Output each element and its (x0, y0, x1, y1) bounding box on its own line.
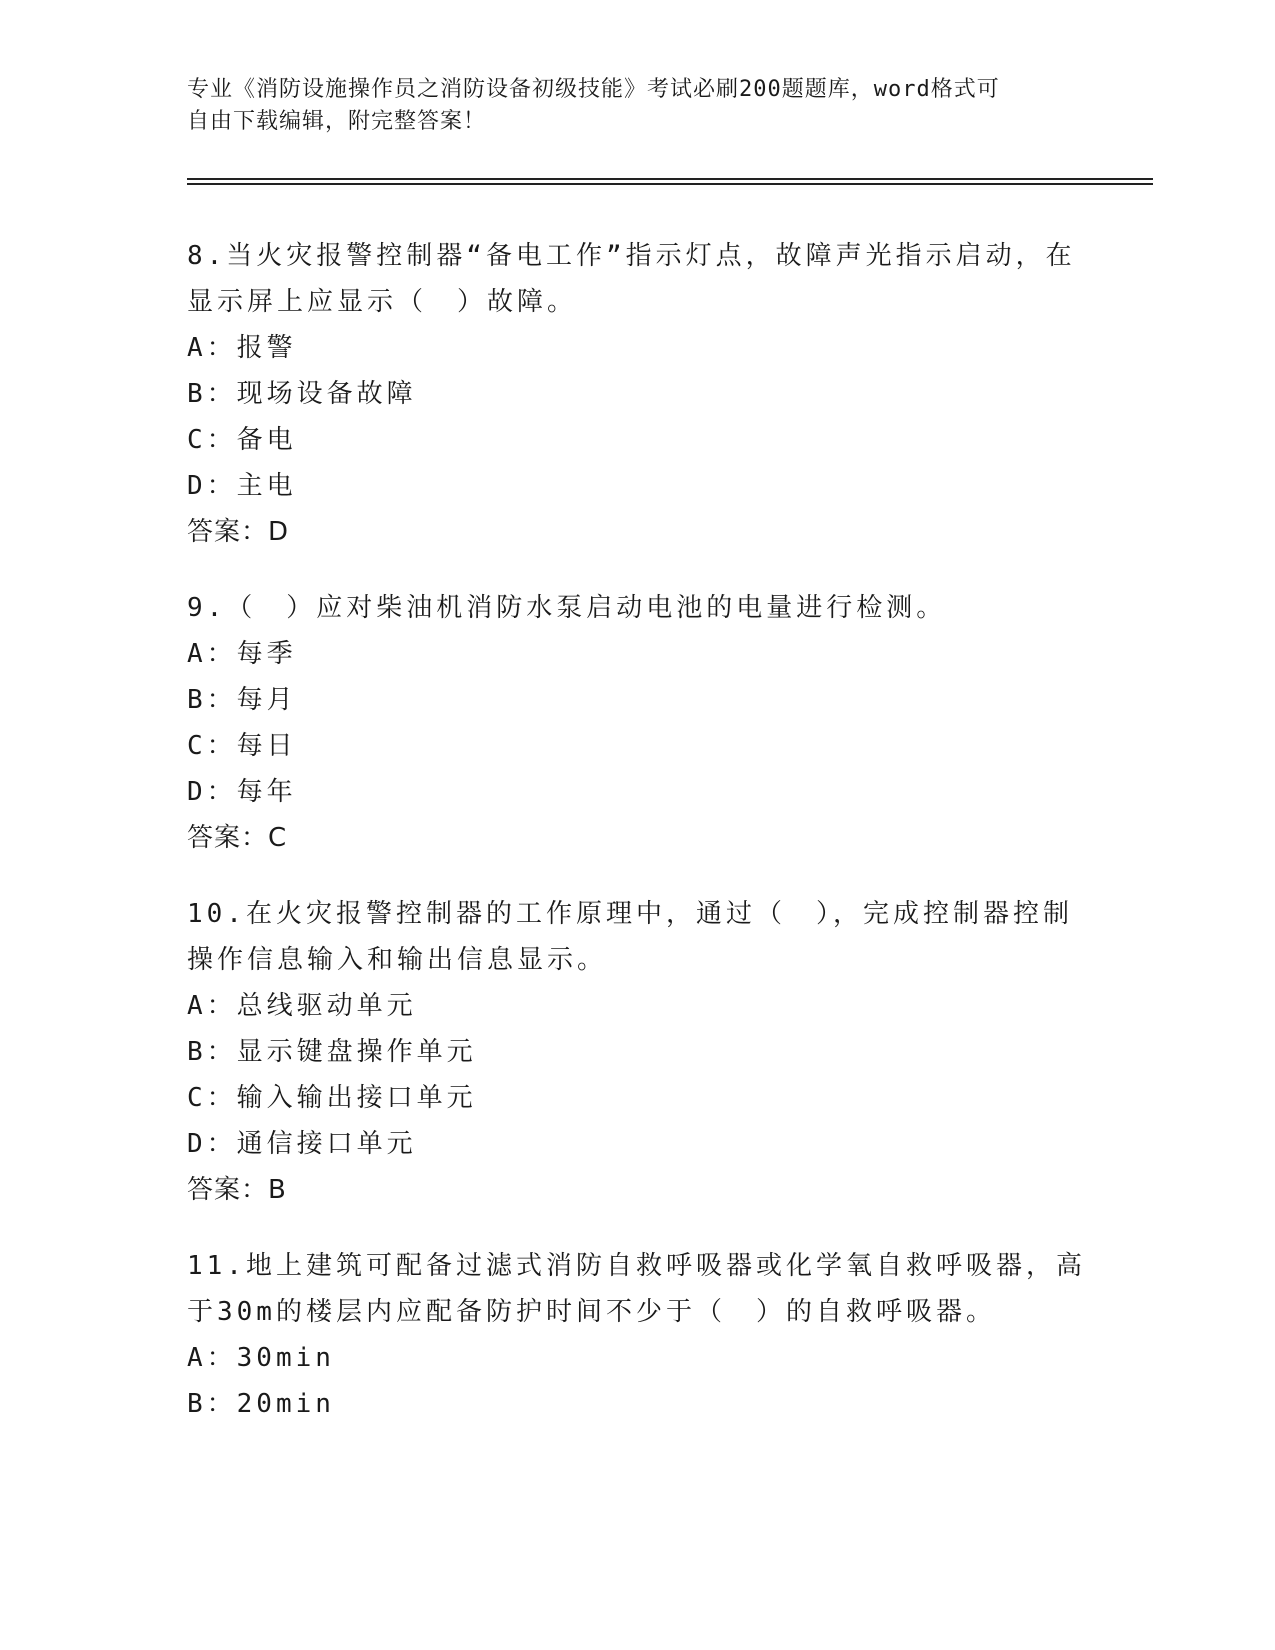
option-a: A：30min (187, 1343, 335, 1373)
option-a: A：总线驱动单元 (187, 991, 417, 1021)
question-11 (187, 1243, 1087, 1427)
answer: 答案：C (187, 823, 288, 853)
option-c: C：备电 (187, 425, 297, 455)
option-a: A：每季 (187, 639, 297, 669)
question-9 (187, 585, 1087, 861)
question-list (187, 233, 1087, 1457)
option-a: A：报警 (187, 333, 297, 363)
option-c: C：输入输出接口单元 (187, 1083, 477, 1113)
question-10 (187, 891, 1087, 1213)
option-c: C：每日 (187, 731, 297, 761)
option-b: B：每月 (187, 685, 297, 715)
document-header (187, 74, 1087, 138)
question-stem: 10.在火灾报警控制器的工作原理中，通过（ ），完成控制器控制操作信息输入和输出信息显示。 (187, 899, 1073, 975)
option-b: B：20min (187, 1389, 335, 1419)
header-rule-bottom (187, 183, 1153, 185)
question-stem: 8.当火灾报警控制器“备电工作”指示灯点，故障声光指示启动，在显示屏上应显示（ ）故障。 (187, 241, 1076, 317)
option-b: B：显示键盘操作单元 (187, 1037, 477, 1067)
header-line-1: 专业《消防设施操作员之消防设备初级技能》考试必刷200题题库，word格式可 (187, 77, 1000, 102)
answer: 答案：D (187, 517, 290, 547)
option-d: D：每年 (187, 777, 297, 807)
option-b: B：现场设备故障 (187, 379, 417, 409)
question-8 (187, 233, 1087, 555)
answer: 答案：B (187, 1175, 287, 1205)
header-rule-top (187, 178, 1153, 180)
question-stem: 9.（ ）应对柴油机消防水泵启动电池的电量进行检测。 (187, 593, 947, 623)
option-d: D：通信接口单元 (187, 1129, 417, 1159)
question-stem: 11.地上建筑可配备过滤式消防自救呼吸器或化学氧自救呼吸器，高于30m的楼层内应配备防护时间不少于（ ）的自救呼吸器。 (187, 1251, 1086, 1327)
option-d: D：主电 (187, 471, 297, 501)
header-line-2: 自由下载编辑，附完整答案！ (187, 109, 487, 134)
